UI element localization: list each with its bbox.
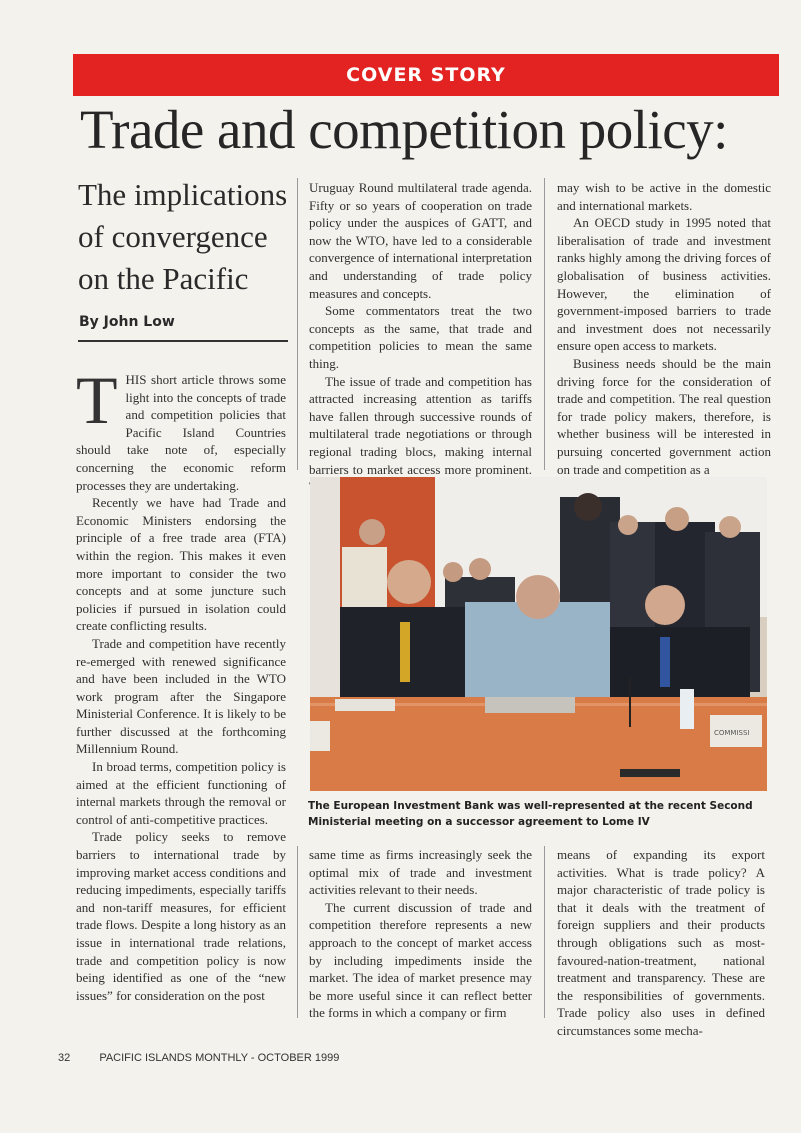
intro-text: HIS short article throws some light into the concepts of trade and competition policies that Pacific Island Countries should take note of, especially concerning the economic reform processes they are undertaking. (76, 372, 286, 493)
intro-paragraph (76, 362, 286, 494)
byline: By John Low (79, 314, 175, 330)
paragraph: Uruguay Round multilateral trade agenda. Fifty or so years of cooperation on trade policy under the auspices of GATT, and now the WTO, have led to a considerable convergence of international interpretation and understanding of trade policy measures and concepts. (309, 180, 532, 301)
page-footer (58, 1052, 339, 1064)
paragraph: Business needs should be the main driving force for the consideration of trade and competition. The real question for trade policy makers, therefore, is whether business will be interested in pursuing concerted government action on trade and competition as a (557, 355, 771, 477)
paragraph: Trade and competition have recently re-emerged with renewed significance and have been included in the WTO work program after the Singapore Ministerial Conference. It is likely to be further discussed at the forthcoming Millennium Round. (76, 635, 286, 757)
column-divider (297, 846, 298, 1018)
photo-caption: The European Investment Bank was well-represented at the recent Second Ministerial meeting on a successor agreement to Lome IV (308, 800, 753, 828)
column-4 (309, 846, 532, 1022)
article-subhead: The implications of convergence on the Pacific (78, 177, 288, 296)
column-divider (544, 846, 545, 1018)
column-2 (309, 179, 532, 496)
paragraph: The issue of trade and competition has attracted increasing attention as tariffs have fallen through successive rounds of multilateral trade negotiations or through regional trading blocs, making internal barriers to market access more prominent. (309, 373, 532, 477)
column-3 (557, 179, 771, 478)
paragraph: An OECD study in 1995 noted that liberalisation of trade and investment ranks highly among the driving forces of globalisation of business activities. However, the elimination of government-imposed barriers to trade and investment does not necessarily ensure open access to markets. (557, 215, 771, 354)
byline-rule (78, 340, 288, 342)
paragraph: Trade policy seeks to remove barriers to international trade by improving market access conditions and reducing impediments, especially tariffs and non-tariff measures, for efficient trade flows. Despite a long history as an issue in international trade relations, trade and competition policy is now being identified as one of the “new issues” for consideration on the post (76, 829, 286, 1003)
paragraph: Some commentators treat the two concepts as the same, that trade and competition policies to mean the same thing. (309, 303, 532, 371)
drop-cap: T (76, 362, 118, 438)
paragraph: In broad terms, competition policy is aimed at the efficient functioning of internal markets through the removal or control of anti-competitive practices. (76, 759, 286, 827)
section-banner-label: COVER STORY (346, 64, 506, 86)
column-1 (76, 362, 286, 1004)
page-number: 32 (58, 1052, 71, 1064)
column-divider (297, 178, 298, 470)
column-5 (557, 846, 765, 1040)
paragraph: The current discussion of trade and competition therefore represents a new approach to the concept of market access by including impediments inside the market. The idea of market presence may be more useful since it can reflect better the forms in which a company or firm (309, 899, 532, 1021)
photo-placard: COMMISSI (714, 729, 750, 737)
meeting-photo (310, 477, 767, 791)
column-divider (544, 178, 545, 470)
meeting-photo-illustration (310, 477, 767, 791)
paragraph: Recently we have had Trade and Economic Ministers endorsing the principle of a free trade area (FTA) within the region. This makes it even more important to consider the two concepts and at some juncture such policies if pursued in isolation could create conflicting results. (76, 495, 286, 634)
publication-line: PACIFIC ISLANDS MONTHLY - OCTOBER 1999 (99, 1052, 340, 1064)
section-banner (73, 54, 779, 96)
article-headline: Trade and competition policy: (80, 99, 728, 160)
paragraph: same time as firms increasingly seek the optimal mix of trade and investment activities relevant to their needs. (309, 847, 532, 898)
paragraph: may wish to be active in the domestic and international markets. (557, 180, 771, 213)
paragraph: means of expanding its export activities. What is trade policy? A major characteristic of trade policy is that it deals with the treatment of foreign suppliers and their products through obligations such as most-favoured-nation-treatment, national treatment and transparency. These are the responsibilities of governments. Trade policy also uses in defined circumstances some mecha- (557, 847, 765, 1038)
